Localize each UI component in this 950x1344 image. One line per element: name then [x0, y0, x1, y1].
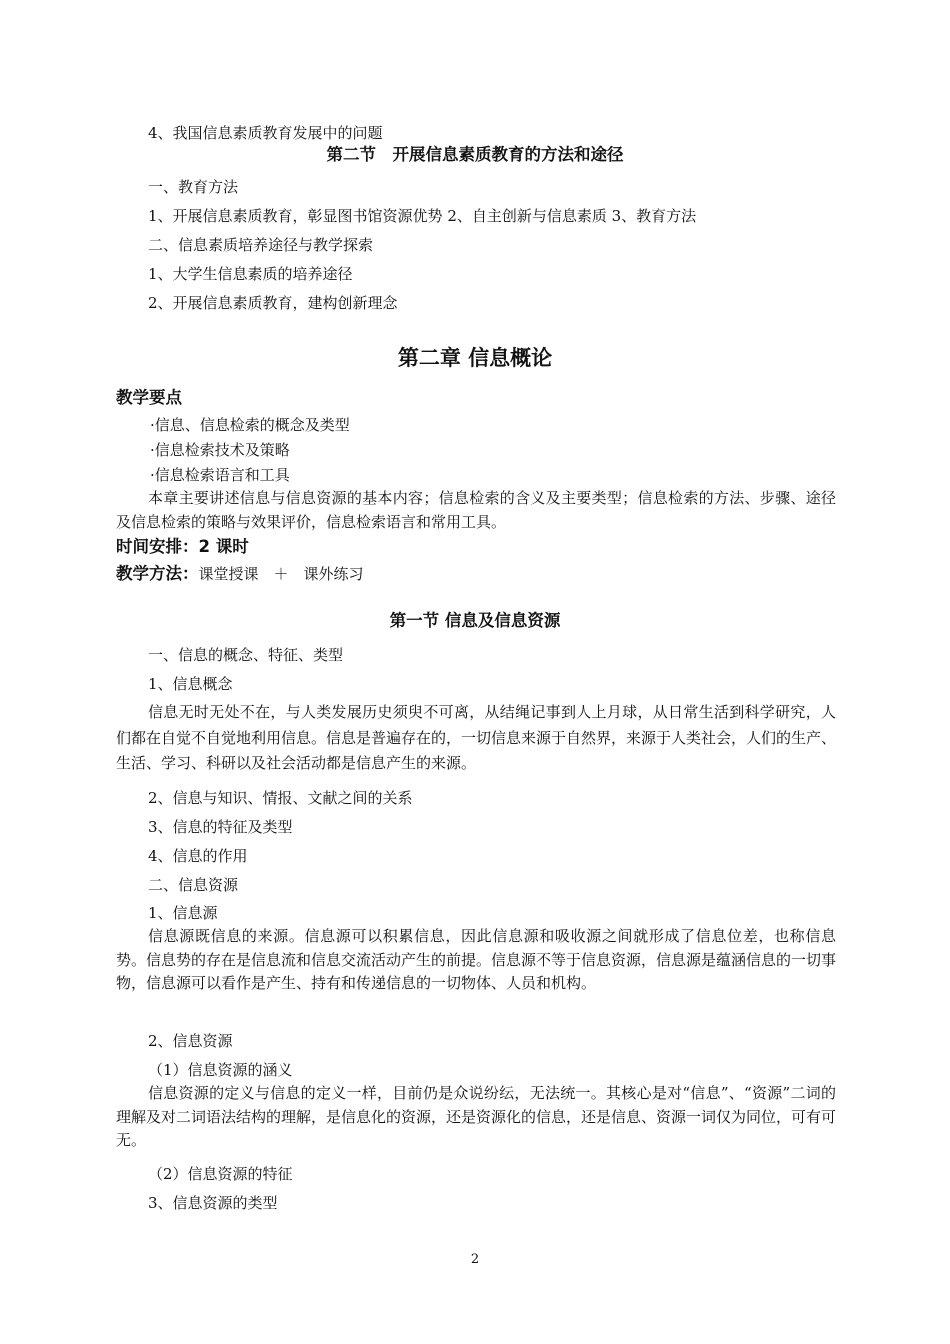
heading-2-2-1: （1）信息资源的涵义 — [148, 1061, 293, 1079]
teaching-method-label: 教学方法： — [116, 564, 199, 583]
heading-2-2: 2、信息资源 — [148, 1032, 233, 1050]
chapter-summary: 本章主要讲述信息与信息资源的基本内容；信息检索的含义及主要类型；信息检索的方法、步骤、途径及信息检索的策略与效果评价，信息检索语言和常用工具。 — [116, 489, 836, 531]
paragraph-resource-definition: 信息资源的定义与信息的定义一样，目前仍是众说纷纭，无法统一。其核心是对“信息”、“资源”二词的理解及对二词语法结构的理解，是信息化的资源，还是资源化的信息，还是信息、资源一词仅为同位，可有可无。 — [116, 1084, 837, 1149]
chapter-title: 第二章 信息概论 — [397, 346, 553, 370]
prev-item-4: 4、我国信息素质教育发展中的问题 — [148, 124, 383, 142]
part-1-heading: 一、教育方法 — [148, 178, 239, 196]
teaching-method — [116, 564, 836, 584]
heading-1: 一、信息的概念、特征、类型 — [148, 646, 344, 664]
key-points-heading: 教学要点 — [116, 388, 182, 407]
heading-2-1: 1、信息源 — [148, 904, 218, 922]
bullet-item: ·信息检索语言和工具 — [150, 466, 290, 484]
heading-2-3: 3、信息资源的类型 — [148, 1194, 278, 1212]
page-number: 2 — [470, 1252, 480, 1267]
heading-1-4: 4、信息的作用 — [148, 847, 248, 865]
section-2-title: 第二节 开展信息素质教育的方法和途径 — [326, 145, 624, 164]
bullet-item: ·信息、信息检索的概念及类型 — [150, 416, 350, 434]
heading-2-2-2: （2）信息资源的特征 — [148, 1165, 293, 1183]
heading-2: 二、信息资源 — [148, 876, 239, 894]
time-arrangement: 时间安排：2 课时 — [116, 537, 249, 556]
section-1-title: 第一节 信息及信息资源 — [389, 611, 561, 630]
paragraph-info-concept: 信息无时无处不在，与人类发展历史须臾不可离，从结绳记事到人上月球，从日常生活到科学研究，人们都在自觉不自觉地利用信息。信息是普遍存在的，一切信息来源于自然界，来源于人类社会，人们的生产、生活、学习、科研以及社会活动都是信息产生的来源。 — [116, 703, 837, 772]
heading-1-3: 3、信息的特征及类型 — [148, 818, 293, 836]
paragraph-info-source: 信息源既信息的来源。信息源可以积累信息，因此信息源和吸收源之间就形成了信息位差，也称信息势。信息势的存在是信息流和信息交流活动产生的前提。信息源不等于信息资源，信息源是蕴涵信息的一切事物，信息源可以看作是产生、持有和传递信息的一切物体、人员和机构。 — [116, 927, 837, 992]
heading-1-1: 1、信息概念 — [148, 675, 233, 693]
teaching-method-value: 课堂授课 ＋ 课外练习 — [198, 565, 364, 583]
bullet-item: ·信息检索技术及策略 — [150, 441, 290, 459]
part-2-item-1: 1、大学生信息素质的培养途径 — [148, 265, 353, 283]
heading-1-2: 2、信息与知识、情报、文献之间的关系 — [148, 789, 413, 807]
part-2-heading: 二、信息素质培养途径与教学探索 — [148, 236, 374, 254]
part-1-items: 1、开展信息素质教育，彰显图书馆资源优势 2、自主创新与信息素质 3、教育方法 — [148, 207, 697, 225]
part-2-item-2: 2、开展信息素质教育，建构创新理念 — [148, 294, 398, 312]
